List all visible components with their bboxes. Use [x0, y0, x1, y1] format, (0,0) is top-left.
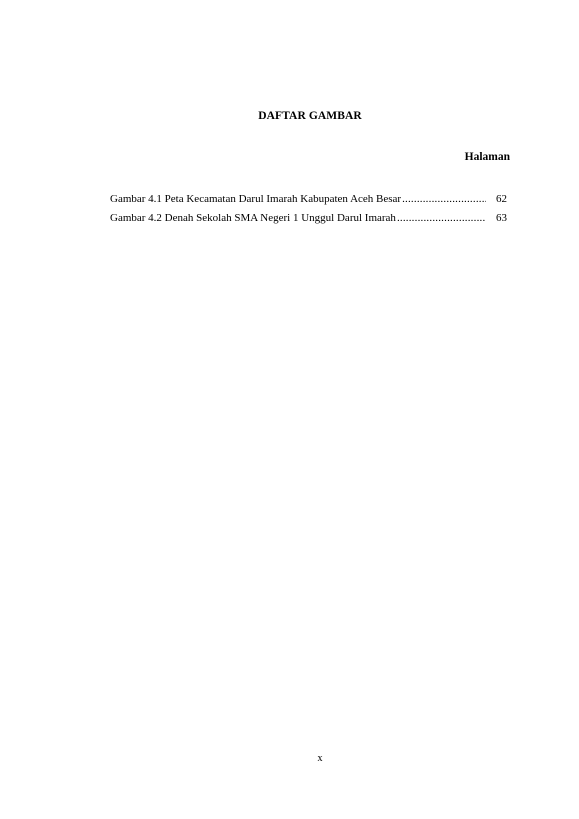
figure-list-item [110, 190, 507, 209]
dot-leader [402, 190, 486, 209]
figure-list [110, 190, 507, 228]
document-title: DAFTAR GAMBAR [258, 110, 362, 122]
footer-page-number: x [317, 753, 323, 764]
figure-page-number: 63 [496, 212, 507, 224]
figure-caption: Gambar 4.1 Peta Kecamatan Darul Imarah Kabupaten Aceh Besar [110, 193, 402, 205]
figure-list-item [110, 209, 507, 228]
figure-caption: Gambar 4.2 Denah Sekolah SMA Negeri 1 Unggul Darul Imarah [110, 212, 396, 224]
page-column-header: Halaman [464, 151, 510, 163]
figure-page-number: 62 [496, 193, 507, 205]
dot-leader [397, 209, 486, 228]
